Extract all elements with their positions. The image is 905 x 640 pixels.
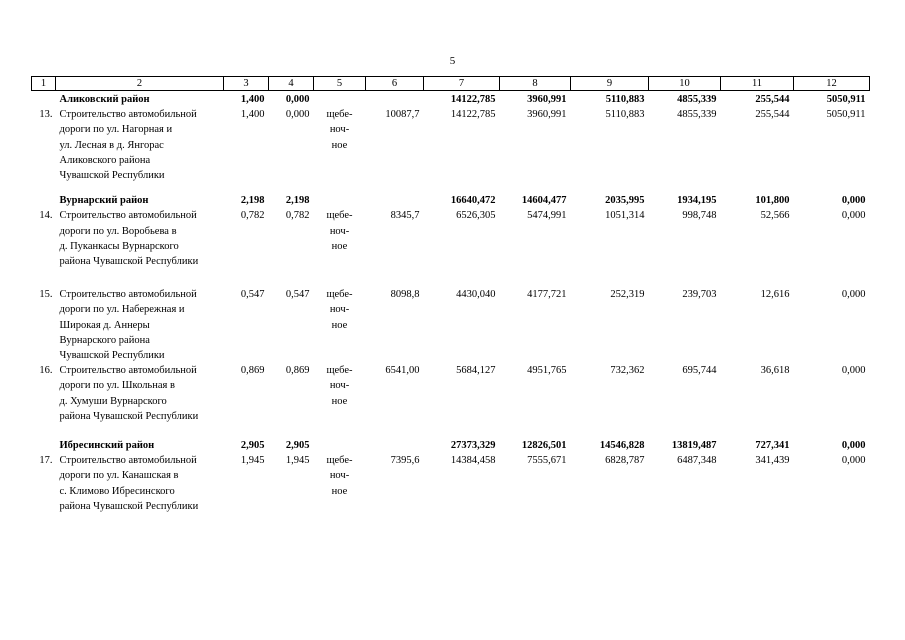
description-line: Чувашской Республики: [59, 170, 165, 182]
amount-c9: 14546,828: [599, 440, 645, 452]
spacer-row: [32, 269, 870, 287]
amount-c9: 1051,314: [605, 210, 645, 222]
header-cell: 6: [366, 77, 424, 91]
length-input: 2,905: [285, 440, 310, 452]
surface-line: щебе-: [326, 455, 353, 467]
amount-c8: 4951,765: [527, 365, 567, 377]
item-index: 17.: [39, 455, 53, 467]
description-line: дороги по ул. Канашская в: [59, 470, 179, 482]
description-line: ул. Лесная в д. Янгорас: [59, 139, 164, 151]
index-cell: [32, 193, 56, 208]
surface-line: щебе-: [326, 109, 353, 121]
amount-c10: 998,748: [682, 210, 717, 222]
amount-c10: 4855,339: [677, 94, 717, 105]
unit-cost: 10087,7: [385, 109, 420, 121]
surface-line: ноч-: [329, 124, 350, 136]
construction-table: [31, 76, 870, 514]
description-line: Строительство автомобильной: [59, 455, 197, 467]
amount-c9: 5110,883: [605, 109, 645, 121]
amount-c10: 239,703: [682, 289, 717, 301]
header-cell: 1: [32, 77, 56, 91]
header-cell: 5: [314, 77, 366, 91]
item-description: [56, 208, 224, 269]
description-line: д. Пуканкасы Вурнарского: [59, 240, 179, 252]
length-total: 1,400: [240, 109, 265, 121]
amount-c9: 2035,995: [605, 195, 645, 207]
cost-cell: [366, 438, 424, 453]
amount-c7: 5684,127: [456, 365, 496, 377]
length-total: 0,869: [240, 365, 265, 377]
length-total: 1,400: [240, 94, 265, 105]
description-line: района Чувашской Республики: [59, 256, 199, 268]
amount-c9: 6828,787: [605, 455, 645, 467]
surface-line: ное: [331, 485, 348, 497]
item-description: [56, 363, 224, 424]
surface-line: ное: [331, 395, 348, 407]
spacer-cell: [32, 269, 870, 287]
surface-line: ноч-: [329, 304, 350, 316]
amount-c8: 3960,991: [527, 109, 567, 121]
surface-line: ноч-: [329, 225, 350, 237]
surface-line: ное: [331, 319, 348, 331]
amount-c12: 0,000: [841, 440, 866, 452]
district-row: [32, 438, 870, 453]
amount-c12: 5050,911: [826, 109, 866, 121]
item-row: [32, 107, 870, 183]
amount-c11: 341,439: [755, 455, 790, 467]
amount-c8: 3960,991: [527, 94, 567, 105]
amount-c11: 255,544: [755, 109, 790, 121]
unit-cost: 7395,6: [390, 455, 420, 467]
item-description: [56, 107, 224, 183]
header-cell: 7: [424, 77, 500, 91]
description-line: Вурнарского района: [59, 334, 150, 346]
length-total: 0,547: [240, 289, 265, 301]
description-line: Чувашской Республики: [59, 350, 165, 362]
unit-cost: 8345,7: [390, 210, 420, 222]
amount-c11: 727,341: [755, 440, 790, 452]
index-cell: [32, 438, 56, 453]
amount-c12: 0,000: [841, 289, 866, 301]
description-line: дороги по ул. Школьная в: [59, 380, 175, 392]
surface-line: щебе-: [326, 289, 353, 301]
length-input: 0,547: [285, 289, 310, 301]
spacer-cell: [32, 183, 870, 193]
amount-c8: 12826,501: [521, 440, 567, 452]
description-line: Строительство автомобильной: [59, 109, 197, 121]
spacer-row: [32, 183, 870, 193]
description-line: Строительство автомобильной: [59, 210, 197, 222]
amount-c10: 695,744: [682, 365, 717, 377]
item-index: 13.: [39, 109, 53, 121]
amount-c7: 14122,785: [450, 109, 496, 121]
index-cell: [32, 91, 56, 108]
district-row: [32, 91, 870, 108]
item-description: [56, 287, 224, 363]
item-row: [32, 208, 870, 269]
amount-c9: 732,362: [610, 365, 645, 377]
amount-c12: 0,000: [841, 365, 866, 377]
amount-c7: 6526,305: [456, 210, 496, 222]
unit-cost: 6541,00: [385, 365, 420, 377]
amount-c12: 5050,911: [826, 94, 866, 105]
page-number: 5: [449, 55, 456, 67]
length-total: 2,198: [240, 195, 265, 207]
surface-line: щебе-: [326, 365, 353, 377]
surface-line: ное: [331, 139, 348, 151]
item-index: 16.: [39, 365, 53, 377]
item-description: [56, 453, 224, 514]
length-input: 0,000: [285, 94, 310, 105]
surface-type: [314, 107, 366, 183]
length-total: 0,782: [240, 210, 265, 222]
description-line: с. Климово Ибресинского: [59, 485, 175, 497]
surface-line: ное: [331, 240, 348, 252]
item-row: [32, 363, 870, 424]
amount-c10: 4855,339: [677, 109, 717, 121]
header-cell: 2: [56, 77, 224, 91]
header-cell: 11: [721, 77, 794, 91]
item-index: 14.: [39, 210, 53, 222]
surface-type: [314, 453, 366, 514]
item-index: 15.: [39, 289, 53, 301]
surface-cell: [314, 438, 366, 453]
amount-c8: 4177,721: [527, 289, 567, 301]
item-row: [32, 287, 870, 363]
table-body: [32, 91, 870, 515]
length-input: 0,869: [285, 365, 310, 377]
amount-c8: 14604,477: [521, 195, 567, 207]
item-row: [32, 453, 870, 514]
cost-cell: [366, 91, 424, 108]
description-line: Строительство автомобильной: [59, 365, 197, 377]
district-name: Аликовский район: [59, 94, 150, 105]
description-line: Широкая д. Аннеры: [59, 319, 150, 331]
length-input: 0,000: [285, 109, 310, 121]
surface-cell: [314, 193, 366, 208]
surface-line: ноч-: [329, 470, 350, 482]
table-header: [32, 77, 870, 91]
header-cell: 9: [571, 77, 649, 91]
amount-c7: 27373,329: [450, 440, 496, 452]
amount-c8: 5474,991: [527, 210, 567, 222]
description-line: дороги по ул. Нагорная и: [59, 124, 173, 136]
length-input: 1,945: [285, 455, 310, 467]
length-input: 2,198: [285, 195, 310, 207]
surface-type: [314, 287, 366, 363]
amount-c11: 52,566: [760, 210, 790, 222]
description-line: Аликовского района: [59, 154, 151, 166]
cost-cell: [366, 193, 424, 208]
amount-c9: 5110,883: [605, 94, 645, 105]
spacer-cell: [32, 424, 870, 438]
district-name: Вурнарский район: [59, 195, 149, 207]
amount-c10: 6487,348: [677, 455, 717, 467]
length-total: 2,905: [240, 440, 265, 452]
description-line: района Чувашской Республики: [59, 410, 199, 422]
amount-c12: 0,000: [841, 195, 866, 207]
amount-c9: 252,319: [610, 289, 645, 301]
header-cell: 4: [269, 77, 314, 91]
amount-c10: 13819,487: [671, 440, 717, 452]
header-cell: 12: [794, 77, 870, 91]
header-row: [32, 77, 870, 91]
amount-c11: 255,544: [755, 94, 790, 105]
length-total: 1,945: [240, 455, 265, 467]
header-cell: 8: [500, 77, 571, 91]
surface-line: ноч-: [329, 380, 350, 392]
surface-type: [314, 363, 366, 424]
amount-c7: 14384,458: [450, 455, 496, 467]
spacer-row: [32, 424, 870, 438]
description-line: Строительство автомобильной: [59, 289, 197, 301]
header-cell: 10: [649, 77, 721, 91]
amount-c7: 4430,040: [456, 289, 496, 301]
surface-type: [314, 208, 366, 269]
surface-cell: [314, 91, 366, 108]
description-line: района Чувашской Республики: [59, 500, 199, 512]
description-line: дороги по ул. Воробьева в: [59, 225, 177, 237]
amount-c11: 101,800: [755, 195, 790, 207]
unit-cost: 8098,8: [390, 289, 420, 301]
amount-c8: 7555,671: [527, 455, 567, 467]
surface-line: щебе-: [326, 210, 353, 222]
amount-c12: 0,000: [841, 210, 866, 222]
length-input: 0,782: [285, 210, 310, 222]
header-cell: 3: [224, 77, 269, 91]
district-row: [32, 193, 870, 208]
amount-c11: 12,616: [760, 289, 790, 301]
amount-c7: 14122,785: [450, 94, 496, 105]
amount-c12: 0,000: [841, 455, 866, 467]
amount-c11: 36,618: [760, 365, 790, 377]
description-line: дороги по ул. Набережная и: [59, 304, 185, 316]
amount-c7: 16640,472: [450, 195, 496, 207]
amount-c10: 1934,195: [677, 195, 717, 207]
description-line: д. Хумуши Вурнарского: [59, 395, 167, 407]
district-name: Ибресинский район: [59, 440, 155, 452]
